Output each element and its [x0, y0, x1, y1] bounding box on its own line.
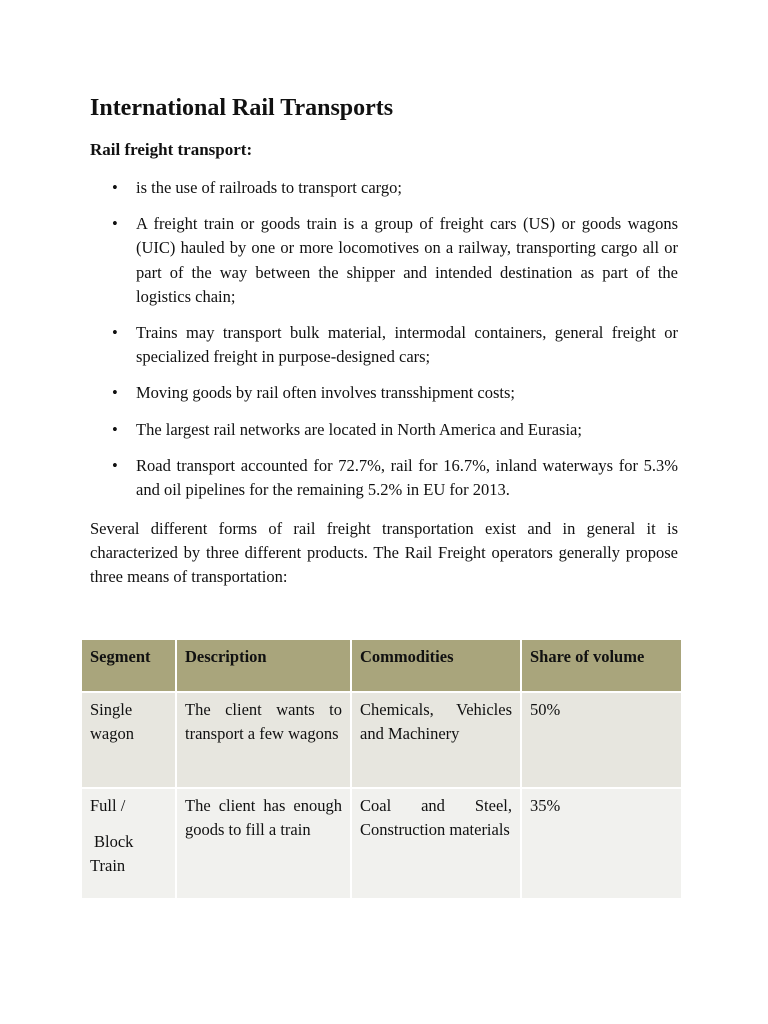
- bullet-icon: •: [112, 455, 118, 475]
- list-item-text: is the use of railroads to transport cargo;: [136, 178, 402, 197]
- page-title: International Rail Transports: [90, 95, 394, 121]
- segment-text: Single: [90, 700, 133, 719]
- segment-text: Full /: [90, 796, 126, 815]
- table-row: [82, 692, 682, 788]
- table-header-row: [82, 640, 682, 692]
- segment-text: Block: [94, 832, 134, 851]
- column-header-share: Share of volume: [521, 640, 682, 692]
- share-cell: 50%: [521, 692, 682, 788]
- section-subtitle: Rail freight transport:: [90, 140, 253, 159]
- bullet-icon: •: [112, 214, 118, 234]
- commodities-cell: Chemicals, Vehicles and Machinery: [351, 692, 521, 788]
- table-row: [82, 788, 682, 899]
- bullet-icon: •: [112, 419, 118, 439]
- list-item: [112, 321, 678, 369]
- list-item: [112, 212, 678, 309]
- list-item-text: Trains may transport bulk material, intermodal containers, general freight or specialized freight in purpose-designed cars;: [136, 323, 678, 367]
- bullet-icon: •: [112, 178, 118, 197]
- list-item: [112, 176, 678, 200]
- column-header-description: Description: [176, 640, 351, 692]
- intro-paragraph: Several different forms of rail freight transportation exist and in general it is characterized by three different products. The Rail Freight operators generally propose three means of transportation:: [90, 519, 678, 587]
- bullet-icon: •: [112, 323, 118, 343]
- list-item-text: A freight train or goods train is a group of freight cars (US) or goods wagons (UIC) hauled by one or more locomotives on a railway, transporting cargo all or part of the way between the shipper and intended destination as part of the logistics chain;: [136, 214, 678, 306]
- list-item-text: Moving goods by rail often involves transshipment costs;: [136, 383, 516, 403]
- segments-table: [82, 640, 683, 900]
- list-item-text: The largest rail networks are located in North America and Eurasia;: [136, 419, 582, 439]
- list-item: [112, 381, 678, 405]
- list-item: [112, 454, 678, 502]
- description-cell: The client has enough goods to fill a train: [176, 788, 351, 899]
- commodities-cell: Coal and Steel, Construction materials: [351, 788, 521, 899]
- list-item: [112, 418, 678, 442]
- bullet-list: [112, 176, 678, 514]
- column-header-commodities: Commodities: [351, 640, 521, 692]
- segment-text: Train: [90, 856, 126, 875]
- column-header-segment: Segment: [82, 640, 176, 692]
- description-cell: The client wants to transport a few wagons: [176, 692, 351, 788]
- share-cell: 35%: [521, 788, 682, 899]
- list-item-text: Road transport accounted for 72.7%, rail for 16.7%, inland waterways for 5.3% and oil pipelines for the remaining 5.2% in EU for 2013.: [136, 455, 678, 500]
- segment-cell: [82, 692, 176, 788]
- bullet-icon: •: [112, 383, 118, 403]
- segment-cell: [82, 788, 176, 899]
- segment-text: wagon: [90, 724, 134, 743]
